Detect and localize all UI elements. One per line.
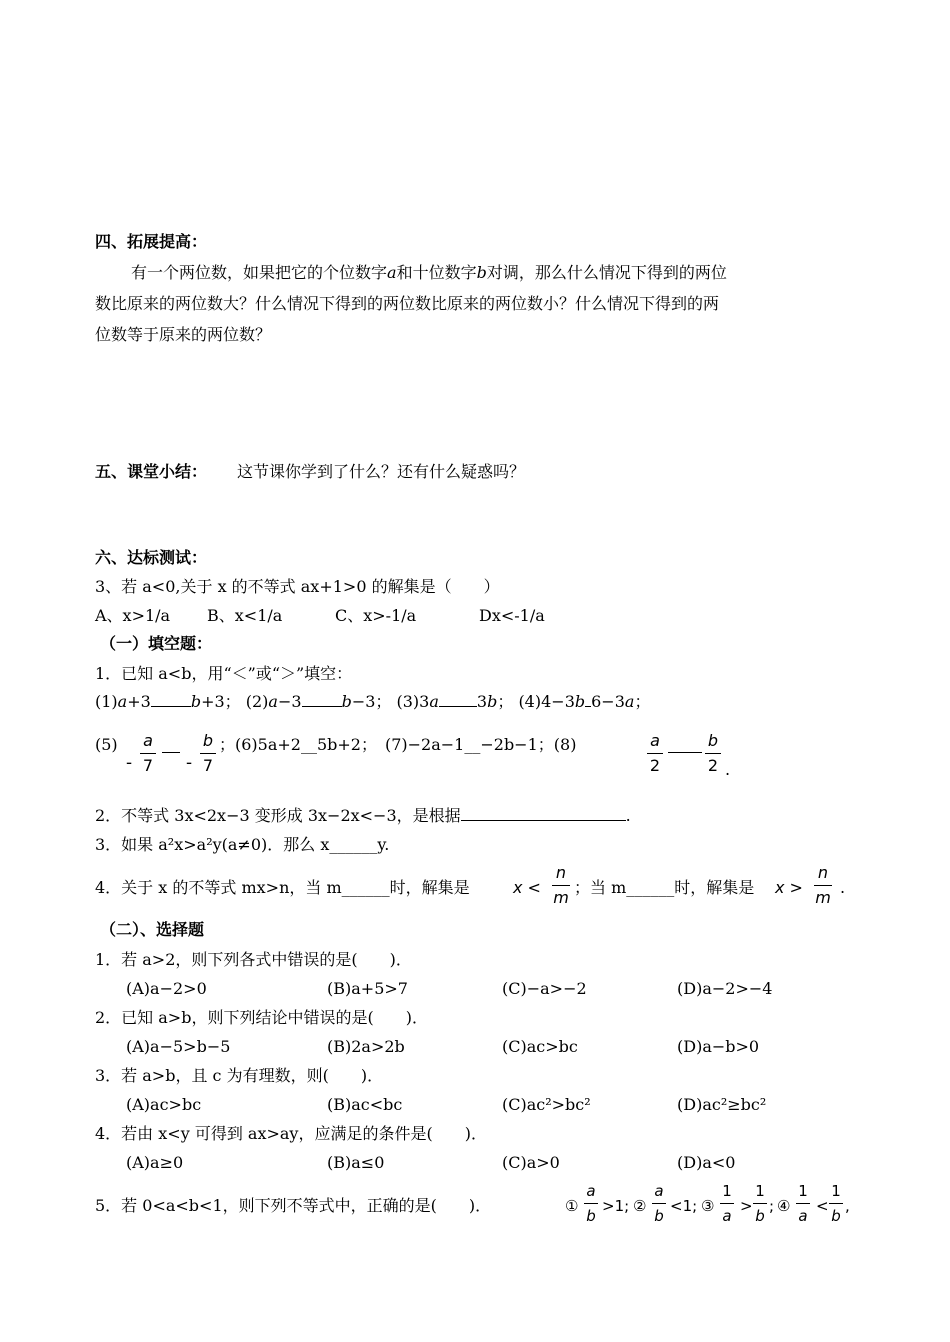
- fill-q4-part1: 4．关于 x 的不等式 mx>n，当 m______时，解集是: [95, 878, 470, 897]
- choice-q2-option-a: (A)a−5>b−5: [126, 1037, 231, 1056]
- section-5-line: [95, 462, 525, 482]
- section-5-title: 五、课堂小结：: [95, 462, 208, 481]
- x-greater-than: x >: [775, 878, 803, 897]
- fill-q4-part2: ；当 m______时，解集是: [574, 878, 755, 897]
- s6-q3-option-d: Dx<-1/a: [479, 606, 545, 625]
- section-4-title: 四、拓展提高：: [95, 232, 208, 251]
- fraction-n-over-m-2: n m: [815, 863, 831, 907]
- choice-q4: 4．若由 x<y 可得到 ax>ay，应满足的条件是( )．: [95, 1124, 487, 1143]
- fill-q1-row2-middle: ；(6)5a+2__5b+2； (7)−2a−1__−2b−1；(8): [219, 735, 577, 754]
- fill-q1-row2-label: (5): [95, 735, 118, 754]
- minus-sign-1: -: [126, 752, 133, 773]
- q5-item-3-sep: ;: [769, 1197, 775, 1215]
- q5-item-2-rel: <1;: [670, 1197, 698, 1215]
- fraction-b-over-7: b 7: [200, 730, 216, 777]
- fill-q1-row1: (1)a+3 b+3； (2)a−3 b−3； (3)3a 3b； (4)4−3b 6−3a；: [95, 692, 651, 711]
- x-less-than: x <: [513, 878, 541, 897]
- s6-q3: 3、若 a<0,关于 x 的不等式 ax+1>0 的解集是（ ）: [95, 577, 500, 596]
- q5-frac-1-over-b-1: 1 b: [753, 1180, 767, 1227]
- fill-q3: 3．如果 a²x>a²y(a≠0)．那么 x______y.: [95, 835, 390, 854]
- fraction-n-over-m-1: n m: [553, 863, 569, 907]
- q5-item-4-rel: <: [816, 1197, 829, 1215]
- choice-q1-option-b: (B)a+5>7: [327, 979, 408, 998]
- choice-q2-option-c: (C)ac>bc: [502, 1037, 578, 1056]
- q5-item-3-rel: >: [740, 1197, 753, 1215]
- q5-frac-a-over-b-2: a b: [652, 1180, 666, 1227]
- choice-q4-option-d: (D)a<0: [677, 1153, 736, 1172]
- s4-para-line1: 有一个两位数，如果把它的个位数字a和十位数字b对调，那么什么情况下得到的两位: [131, 263, 727, 282]
- fill-section-title: （一）填空题：: [100, 634, 213, 653]
- fill-q1: 1．已知 a<b，用“＜”或“＞”填空：: [95, 664, 353, 683]
- q5-frac-a-over-b-1: a b: [584, 1180, 598, 1227]
- choice-q1: 1．若 a>2，则下列各式中错误的是( )．: [95, 950, 412, 969]
- s6-q3-option-a: A、x>1/a: [95, 606, 171, 625]
- blank-8: [668, 738, 702, 758]
- q5-item-1-marker: ①: [565, 1197, 579, 1215]
- blank-5: [162, 738, 180, 758]
- q5-item-4-marker: ④: [777, 1197, 791, 1215]
- period: .: [725, 760, 731, 779]
- choice-q3-option-a: (A)ac>bc: [126, 1095, 202, 1114]
- q5-frac-1-over-a-1: 1 a: [720, 1180, 734, 1227]
- choice-q5: 5．若 0<a<b<1，则下列不等式中，正确的是( )．: [95, 1196, 492, 1215]
- choice-q3: 3．若 a>b，且 c 为有理数，则( )．: [95, 1066, 384, 1085]
- period-q4: .: [840, 878, 846, 897]
- s6-q3-option-c: C、x>-1/a: [335, 606, 417, 625]
- section-5-text: 这节课你学到了什么？还有什么疑惑吗？: [237, 462, 526, 481]
- choice-q1-option-c: (C)−a>−2: [502, 979, 587, 998]
- q5-item-3-marker: ③: [701, 1197, 715, 1215]
- choice-q3-option-b: (B)ac<bc: [327, 1095, 403, 1114]
- choice-section-title: （二）、选择题: [100, 920, 205, 939]
- choice-q1-option-d: (D)a−2>−4: [677, 979, 773, 998]
- q5-item-4-sep: ,: [845, 1197, 850, 1215]
- choice-q2-option-b: (B)2a>2b: [327, 1037, 405, 1056]
- choice-q2: 2．已知 a>b，则下列结论中错误的是( )．: [95, 1008, 428, 1027]
- s4-para-line3: 位数等于原来的两位数？: [95, 325, 272, 344]
- q5-item-2-marker: ②: [633, 1197, 647, 1215]
- q5-frac-1-over-b-2: 1 b: [829, 1180, 843, 1227]
- choice-q4-option-b: (B)a≤0: [327, 1153, 385, 1172]
- fraction-a-over-7: a 7: [140, 730, 156, 777]
- minus-sign-2: -: [186, 752, 193, 773]
- fraction-b-over-2: b 2: [705, 730, 721, 777]
- choice-q3-option-d: (D)ac²≥bc²: [677, 1095, 767, 1114]
- choice-q4-option-a: (A)a≥0: [126, 1153, 184, 1172]
- fraction-a-over-2: a 2: [647, 730, 663, 777]
- fill-q2: 2．不等式 3x<2x−3 变形成 3x−2x<−3，是根据 .: [95, 806, 631, 825]
- s4-para-line2: 数比原来的两位数大？什么情况下得到的两位数比原来的两位数小？什么情况下得到的两: [95, 294, 720, 313]
- choice-q3-option-c: (C)ac²>bc²: [502, 1095, 591, 1114]
- choice-q1-option-a: (A)a−2>0: [126, 979, 207, 998]
- choice-q2-option-d: (D)a−b>0: [677, 1037, 760, 1056]
- q5-frac-1-over-a-2: 1 a: [796, 1180, 810, 1227]
- choice-q4-option-c: (C)a>0: [502, 1153, 560, 1172]
- section-6-title: 六、达标测试：: [95, 548, 208, 567]
- q5-item-1-rel: >1;: [602, 1197, 630, 1215]
- s6-q3-option-b: B、x<1/a: [207, 606, 283, 625]
